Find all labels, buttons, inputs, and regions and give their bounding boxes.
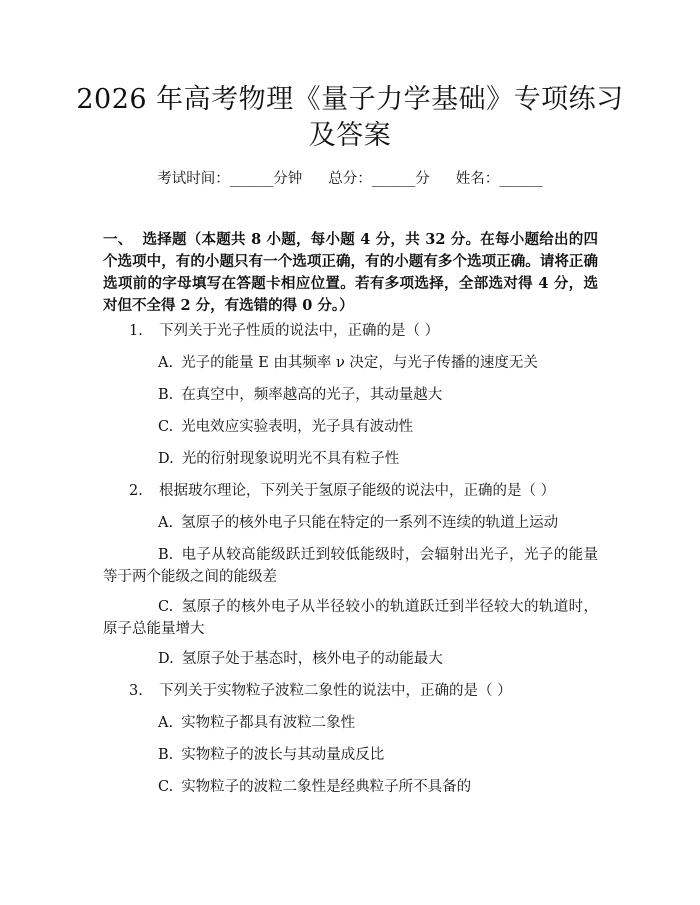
option-letter: A. <box>158 715 174 731</box>
question-3-stem <box>129 680 599 702</box>
total-score-label: 总分： <box>328 171 372 187</box>
option-text: 实物粒子都具有波粒二象性 <box>181 715 356 731</box>
question-number: 3. <box>129 683 143 699</box>
option-letter: C. <box>158 419 174 435</box>
option-letter: C. <box>158 779 174 795</box>
total-score-unit: 分 <box>415 171 430 187</box>
question-2-option-c <box>103 596 598 640</box>
option-letter: B. <box>158 747 174 763</box>
option-text: 实物粒子的波长与其动量成反比 <box>181 747 385 763</box>
document-title-line-2: 及答案 <box>308 120 392 151</box>
student-name-label: 姓名： <box>455 171 500 187</box>
option-letter: D. <box>158 451 174 467</box>
question-1-option-c <box>103 416 598 438</box>
section-number: 一、 <box>103 231 133 248</box>
section-instructions: 选择题（本题共 8 小题，每小题 4 分，共 32 分。在每小题给出的四个选项中，有的小题只有一个选项正确，有的小题有多个选项正确。请将正确选项前的字母填写在答题卡相应位置。若有多项选择，全部选对得 4 分，选对但不全得 2 分，有选错的得 0 分。） <box>103 231 598 314</box>
question-2-stem <box>129 480 599 502</box>
document-title-line-1: 2026 年高考物理《量子力学基础》专项练习 <box>76 84 624 115</box>
option-text: 实物粒子的波粒二象性是经典粒子所不具备的 <box>181 779 472 795</box>
option-text: 光的衍射现象说明光不具有粒子性 <box>181 451 400 467</box>
option-text: 电子从较高能级跃迁到较低能级时，会辐射出光子，光子的能量等于两个能级之间的能级差 <box>103 547 598 585</box>
option-letter: B. <box>158 387 174 403</box>
option-letter: D. <box>158 651 174 667</box>
question-1-option-a <box>103 352 598 374</box>
question-2-option-a <box>103 512 598 534</box>
question-1-option-d <box>103 448 598 470</box>
total-score-blank: ______ <box>371 171 416 187</box>
option-text: 在真空中，频率越高的光子，其动量越大 <box>181 387 443 403</box>
option-text: 光子的能量 E 由其频率 ν 决定，与光子传播的速度无关 <box>181 355 538 371</box>
question-3-option-b <box>103 744 598 766</box>
exam-info-line <box>0 169 700 189</box>
question-text: 下列关于实物粒子波粒二象性的说法中，正确的是（ ） <box>159 683 512 699</box>
exam-time-unit: 分钟 <box>273 171 303 187</box>
question-3-option-a <box>103 712 598 734</box>
option-text: 氢原子的核外电子从半径较小的轨道跃迁到半径较大的轨道时，原子总能量增大 <box>103 599 598 637</box>
option-letter: B. <box>158 547 174 563</box>
section-heading <box>103 229 598 317</box>
question-text: 下列关于光子性质的说法中，正确的是（ ） <box>159 323 440 339</box>
option-text: 氢原子处于基态时，核外电子的动能最大 <box>181 651 443 667</box>
question-1-option-b <box>103 384 598 406</box>
question-2-option-d <box>103 648 598 670</box>
question-text: 根据玻尔理论，下列关于氢原子能级的说法中，正确的是（ ） <box>159 483 556 499</box>
question-3-option-c <box>103 776 598 798</box>
option-letter: A. <box>158 515 174 531</box>
option-letter: C. <box>158 599 174 615</box>
question-2-option-b <box>103 544 598 588</box>
option-text: 氢原子的核外电子只能在特定的一系列不连续的轨道上运动 <box>181 515 559 531</box>
student-name-blank: ______ <box>499 171 543 187</box>
option-text: 光电效应实验表明，光子具有波动性 <box>181 419 414 435</box>
exam-time-label: 考试时间： <box>157 171 230 187</box>
option-letter: A. <box>158 355 174 371</box>
question-number: 2. <box>129 483 143 499</box>
question-1-stem <box>129 320 599 342</box>
question-number: 1. <box>129 323 143 339</box>
exam-time-blank: ______ <box>229 171 274 187</box>
